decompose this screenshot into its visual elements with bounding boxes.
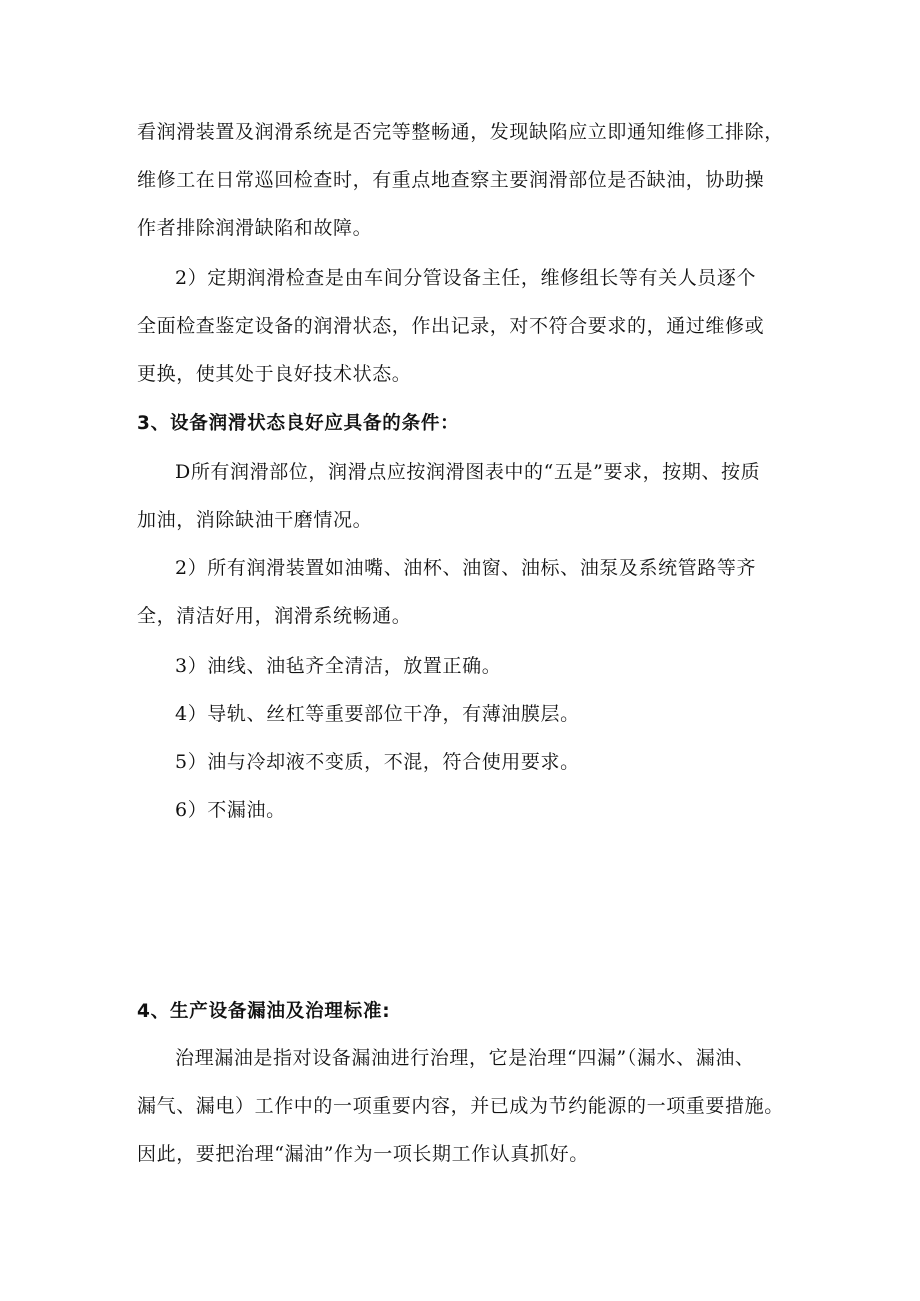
paragraph-line: 治理漏油是指对设备漏油进行治理，它是治理“四漏”（漏水、漏油、: [175, 1047, 755, 1069]
paragraph-line: 加油，消除缺油干磨情况。: [137, 509, 373, 531]
paragraph-line: 漏气、漏电）工作中的一项重要内容，并已成为节约能源的一项重要措施。: [137, 1095, 784, 1117]
paragraph-line: 看润滑装置及润滑系统是否完等整畅通，发现缺陷应立即通知维修工排除，: [137, 121, 784, 143]
paragraph-line: 全面检查鉴定设备的润滑状态，作出记录，对不符合要求的，通过维修或: [137, 315, 765, 337]
paragraph-line: 作者排除润滑缺陷和故障。: [137, 217, 373, 239]
section-heading: 3、设备润滑状态良好应具备的条件：: [137, 413, 460, 434]
list-item: 5）油与冷却液不变质，不混，符合使用要求。: [175, 751, 580, 773]
list-item: 3）油线、油毡齐全清洁，放置正确。: [175, 655, 502, 677]
paragraph-line: D所有润滑部位，润滑点应按润滑图表中的“五是”要求，按期、按质: [175, 461, 761, 483]
list-item: 4）导轨、丝杠等重要部位干净，有薄油膜层。: [175, 703, 580, 725]
paragraph-line: 更换，使其处于良好技术状态。: [137, 363, 412, 385]
paragraph-line: 因此，要把治理“漏油”作为一项长期工作认真抓好。: [137, 1143, 589, 1165]
list-item: 6）不漏油。: [175, 799, 286, 821]
paragraph-line: 维修工在日常巡回检查时，有重点地查察主要润滑部位是否缺油，协助操: [137, 169, 765, 191]
paragraph-line: 全，清洁好用，润滑系统畅通。: [137, 605, 412, 627]
paragraph-line: 2）所有润滑装置如油嘴、油杯、油窗、油标、油泵及系统管路等齐: [175, 557, 757, 579]
section-heading: 4、生产设备漏油及治理标准:: [137, 1001, 391, 1022]
paragraph-line: 2）定期润滑检查是由车间分管设备主任，维修组长等有关人员逐个: [175, 267, 757, 289]
